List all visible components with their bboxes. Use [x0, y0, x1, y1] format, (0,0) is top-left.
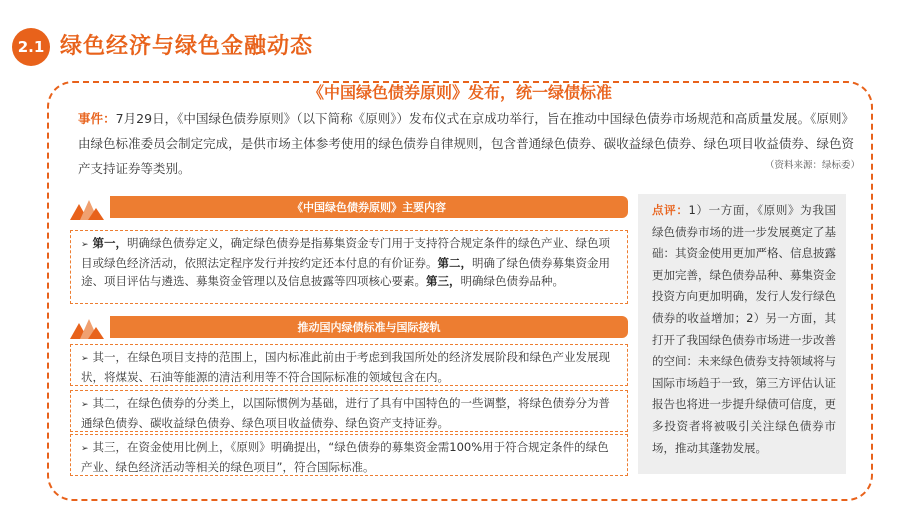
section2-title-bar [110, 316, 628, 338]
section2-item-1 [70, 344, 628, 386]
mountain-icon [70, 198, 104, 220]
comment-text: 1）一方面，《原则》为我国绿色债券市场的进一步发展奠定了基础：其资金使用更加严格、信息披露更加完善，绿色债券品种、募集资金投资方向更加明确，发行人发行绿色债券的收益增加；2）另一方面，其打开了我国绿色债券市场进一步改善的空间：未来绿色债券支持领域将与国际市场趋于一致，第三方评估认证报告也将进一步提升绿债可信度，更多投资者将被吸引关注绿色债券市场，推动其蓬勃发展。 [652, 203, 836, 455]
section2-item-text: 其二，在绿色债券的分类上，以国际惯例为基础，进行了具有中国特色的一些调整，将绿色债券分为普通绿色债券、碳收益绿色债券、绿色项目收益债券、绿色资产支持证券。 [81, 396, 611, 430]
section1-title-bar [110, 196, 628, 218]
section2-item-3 [70, 434, 628, 476]
arrow-bullet-icon: ➢ [81, 444, 89, 454]
section-number-badge: 2.1 [12, 28, 50, 66]
section1-content-box [70, 230, 628, 304]
section2-item-2 [70, 390, 628, 432]
section2-item-text: 其一，在绿色项目支持的范围上，国内标准此前由于考虑到我国所处的经济发展阶段和绿色产业发展现状，将煤炭、石油等能源的清洁利用等不符合国际标准的领域包含在内。 [81, 350, 611, 384]
headline-text: 《中国绿色债券原则》发布，统一绿债标准 [294, 83, 626, 102]
arrow-bullet-icon: ➢ [81, 400, 89, 410]
comment-panel [638, 194, 846, 474]
comment-label: 点评： [652, 203, 689, 217]
arrow-bullet-icon: ➢ [81, 240, 89, 250]
first-label: 第一， [92, 236, 128, 250]
second-text: 明确了绿色债券募集资金用途、项目评估与遴选、募集资金管理以及信息披露等四项核心要素。 [81, 256, 610, 288]
third-text: 明确绿色债券品种。 [460, 274, 564, 288]
event-source: （资料来源：绿标委） [764, 160, 860, 171]
third-label: 第三， [426, 274, 461, 288]
section1-title: 《中国绿色债券原则》主要内容 [292, 201, 446, 214]
mountain-icon [70, 317, 104, 339]
section2-item-text: 其三，在资金使用比例上，《原则》明确提出，“绿色债券的募集资金需100%用于符合规定条件的绿色产业、绿色经济活动等相关的绿色项目”，符合国际标准。 [81, 440, 609, 474]
page-title: 绿色经济与绿色金融动态 [60, 34, 314, 59]
arrow-bullet-icon: ➢ [81, 354, 89, 364]
headline [0, 80, 920, 103]
event-text: 7月29日，《中国绿色债券原则》（以下简称《原则》）发布仪式在京成功举行，旨在推动中国绿色债券市场规范和高质量发展。《原则》由绿色标准委员会制定完成，是供市场主体参考使用的绿色债券自律规则，包含普通绿色债券、碳收益绿色债券、绿色项目收益债券、绿色资产支持证券等类别。 [78, 111, 854, 176]
section2-title: 推动国内绿债标准与国际接轨 [297, 321, 441, 334]
first-text: 明确绿色债券定义，确定绿色债券是指募集资金专门用于支持符合规定条件的绿色产业、绿色项目或绿色经济活动，依照法定程序发行并按约定还本付息的有价证券。 [81, 236, 611, 270]
second-label: 第二， [437, 256, 472, 270]
event-label: 事件： [78, 111, 116, 126]
